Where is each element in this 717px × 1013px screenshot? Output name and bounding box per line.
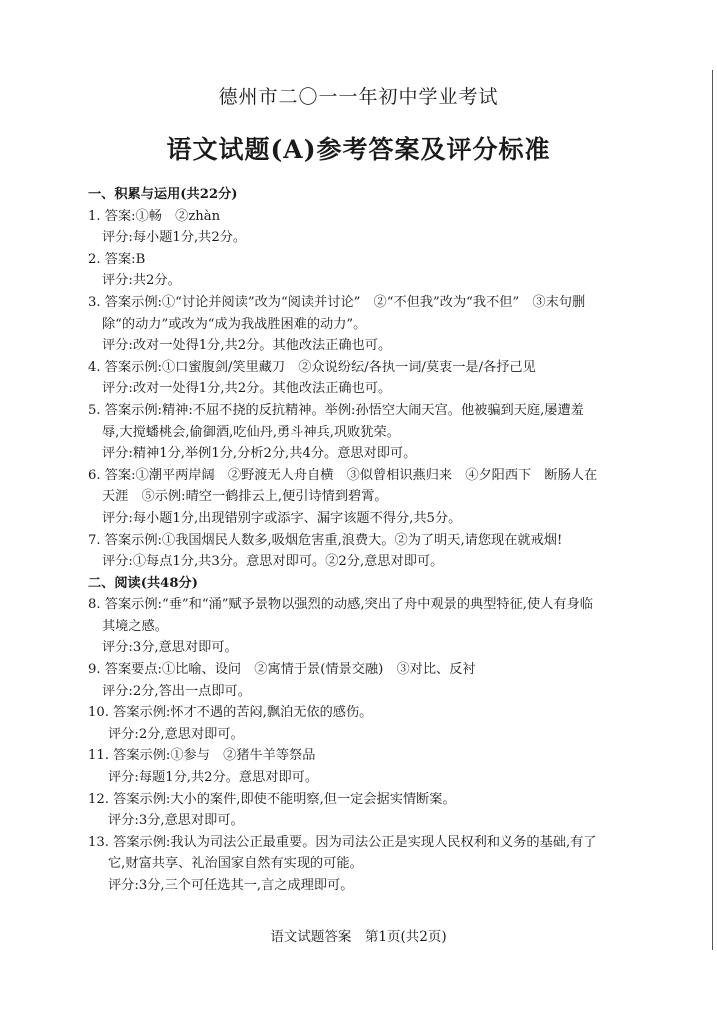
exam-header: 德州市二〇一一年初中学业考试 xyxy=(218,86,499,108)
q10-answer: 10. 答案示例:怀才不遇的苦闷,飘泊无依的感伤。 xyxy=(88,705,373,721)
q4-answer: 4. 答案示例:①口蜜腹剑/笑里藏刀 ②众说纷纭/各执一词/莫衷一是/各抒己见 xyxy=(88,359,536,375)
section-heading-1: 一、积累与运用(共22分) xyxy=(88,187,238,202)
q5-answer-line2: 辱,大搅蟠桃会,偷御酒,吃仙丹,勇斗神兵,巩败犹荣。 xyxy=(102,424,400,440)
q5-score: 评分:精神1分,举例1分,分析2分,共4分。意思对即可。 xyxy=(102,446,417,462)
page-edge-line xyxy=(712,70,713,950)
answer-content xyxy=(88,184,670,897)
q9-score: 评分:2分,答出一点即可。 xyxy=(102,683,251,699)
section-heading-2: 二、阅读(共48分) xyxy=(88,575,198,591)
q3-score: 评分:改对一处得1分,共2分。其他改法正确也可。 xyxy=(102,338,392,354)
q3-answer-line2: 除“的动力”或改为“成为我战胜困难的动力”。 xyxy=(102,316,367,332)
q6-answer-line2: 天涯 ⑤示例:晴空一鹤排云上,便引诗情到碧霄。 xyxy=(102,489,388,505)
q13-answer-line1: 13. 答案示例:我认为司法公正最重要。因为司法公正是实现人民权利和义务的基础,有了 xyxy=(88,834,597,850)
q8-answer-line2: 其境之感。 xyxy=(102,618,168,634)
page-footer: 语文试题答案 第1页(共2页) xyxy=(270,929,447,945)
q6-answer-line1: 6. 答案:①潮平两岸阔 ②野渡无人舟自横 ③似曾相识燕归来 ④夕阳西下 断肠人在 xyxy=(88,467,598,483)
q7-score: 评分:①每点1分,共3分。意思对即可。②2分,意思对即可。 xyxy=(102,554,444,570)
q3-answer-line1: 3. 答案示例:①“讨论并阅读”改为“阅读并讨论” ②“不但我”改为“我不但” ③末句删 xyxy=(88,294,586,310)
q11-score: 评分:每题1分,共2分。意思对即可。 xyxy=(108,770,319,786)
q8-score: 评分:3分,意思对即可。 xyxy=(102,640,238,656)
q2-answer: 2. 答案:B xyxy=(88,251,146,267)
q1-answer: 1. 答案:①畅 ②zhàn xyxy=(88,208,221,224)
q13-answer-line2: 它,财富共享、礼治国家自然有实现的可能。 xyxy=(108,856,363,872)
q7-answer: 7. 答案示例:①我国烟民人数多,吸烟危害重,浪费大。②为了明天,请您现在就戒烟! xyxy=(88,532,563,548)
q9-answer: 9. 答案要点:①比喻、设问 ②寓情于景(情景交融) ③对比、反衬 xyxy=(88,662,476,678)
q1-score: 评分:每小题1分,共2分。 xyxy=(102,230,247,246)
q10-score: 评分:2分,意思对即可。 xyxy=(108,726,244,742)
q8-answer-line1: 8. 答案示例:“垂”和“涌”赋予景物以强烈的动感,突出了舟中观景的典型特征,使人有身临 xyxy=(88,597,593,613)
q4-score: 评分:改对一处得1分,共2分。其他改法正确也可。 xyxy=(102,381,392,397)
q12-score: 评分:3分,意思对即可。 xyxy=(108,813,244,829)
q2-score: 评分:共2分。 xyxy=(102,273,181,289)
q11-answer: 11. 答案示例:①参与 ②猪牛羊等祭品 xyxy=(88,748,316,764)
q6-score: 评分:每小题1分,出现错别字或添字、漏字该题不得分,共5分。 xyxy=(102,510,462,526)
q12-answer: 12. 答案示例:大小的案件,即使不能明察,但一定会据实情断案。 xyxy=(88,791,456,807)
document-title: 语文试题(A)参考答案及评分标准 xyxy=(166,135,551,164)
q5-answer-line1: 5. 答案示例:精神:不屈不挠的反抗精神。举例:孙悟空大闹天宫。他被骗到天庭,屡遭羞 xyxy=(88,402,584,418)
q13-score: 评分:3分,三个可任选其一,言之成理即可。 xyxy=(108,878,354,893)
